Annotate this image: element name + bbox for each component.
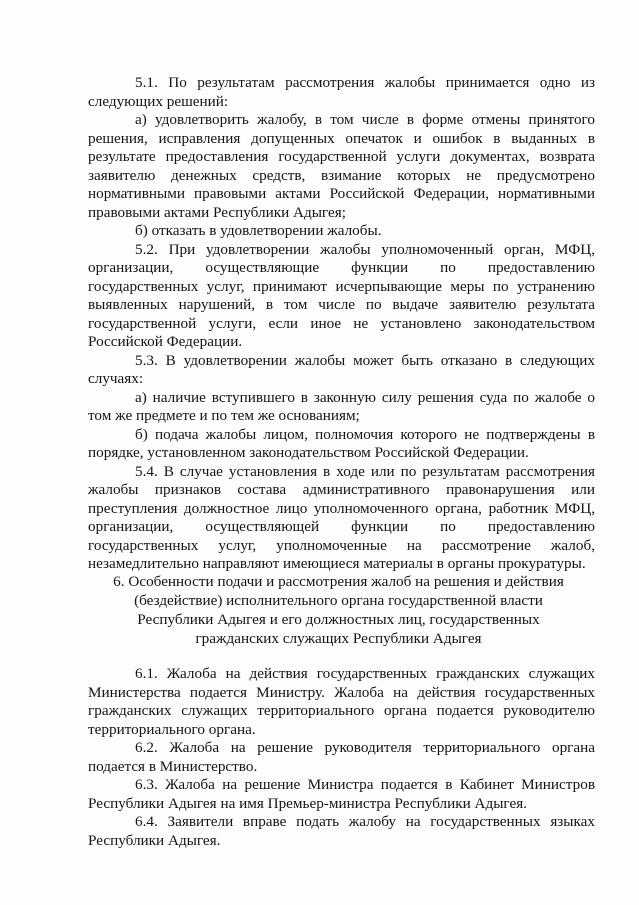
- paragraph-5-3: 5.3. В удовлетворении жалобы может быть отказано в следующих случаях:: [88, 351, 595, 387]
- paragraph-6-3: 6.3. Жалоба на решение Министра подается в Кабинет Министров Республики Адыгея на имя Премьер-министра Республики Адыгея.: [88, 776, 595, 812]
- paragraph-5-1-a: а) удовлетворить жалобу, в том числе в форме отмены принятого решения, исправления допущенных опечаток и ошибок в выданных в результате предоставления государственной услуги документах, возврата заявителю денежных средств, взимание которых не предусмотрено нормативными правовыми актами Российской Федерации, нормативными правовыми актами Республики Адыгея;: [88, 111, 595, 221]
- paragraph-5-1: 5.1. По результатам рассмотрения жалобы принимается одно из следующих решений:: [88, 74, 595, 110]
- paragraph-5-4: 5.4. В случае установления в ходе или по результатам рассмотрения жалобы признаков состава административного правонарушения или преступления должностное лицо уполномоченного органа, работник МФЦ, организации, осуществляющей функции по предоставлению государственных услуг, уполномоченные на рассмотрение жалоб, незамедлительно направляют имеющиеся материалы в органы прокуратуры.: [88, 462, 595, 572]
- paragraph-5-3-b: б) подача жалобы лицом, полномочия которого не подтверждены в порядке, установленном законодательством Российской Федерации.: [88, 425, 595, 461]
- paragraph-6-2: 6.2. Жалоба на решение руководителя территориального органа подается в Министерство.: [88, 739, 595, 775]
- paragraph-6-1: 6.1. Жалоба на действия государственных гражданских служащих Министерства подается Министру. Жалоба на действия государственных гражданских служащих территориального органа подается руководителю территориального органа.: [88, 665, 595, 738]
- paragraph-5-2: 5.2. При удовлетворении жалобы уполномоченный орган, МФЦ, организации, осуществляющие функции по предоставлению государственных услуг, принимают исчерпывающие меры по устранению выявленных нарушений, в том числе по выдаче заявителю результата государственной услуги, если иное не установлено законодательством Российской Федерации.: [88, 240, 595, 350]
- paragraph-6-4: 6.4. Заявители вправе подать жалобу на государственных языках Республики Адыгея.: [88, 813, 595, 849]
- section-5-text: [88, 74, 595, 574]
- paragraph-5-1-b: б) отказать в удовлетворении жалобы.: [135, 222, 382, 239]
- section-6-heading: 6. Особенности подачи и рассмотрения жалоб на решения и действия (бездействие) исполнительного органа государственной власти Республики Адыгея и его должностных лиц, государственных гражданских служащих Республики Адыгея: [113, 573, 564, 647]
- section-6-text: [88, 665, 595, 850]
- paragraph-5-3-a: а) наличие вступившего в законную силу решения суда по жалобе о том же предмете и по тем же основаниям;: [88, 388, 595, 424]
